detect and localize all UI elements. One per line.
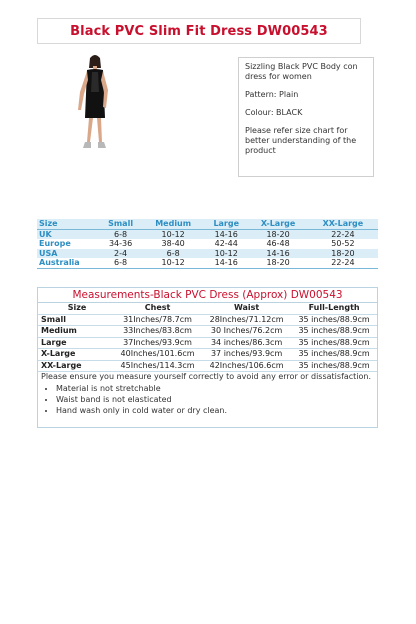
size-chart-cell: 14-16: [204, 258, 248, 268]
measurement-note: Please ensure you measure yourself correctly to avoid any error or dissatisfaction.: [41, 372, 372, 381]
size-chart-header-cell: Large: [204, 219, 248, 229]
measurements-length: 35 inches/88.9cm: [291, 360, 377, 372]
measurements-waist: 28Inches/71.12cm: [202, 314, 291, 326]
measurements-chest: 40Inches/101.6cm: [113, 349, 202, 361]
model-photo: [68, 52, 120, 158]
measurements-header-cell: Full-Length: [291, 303, 377, 314]
size-chart-cell: 38-40: [161, 239, 185, 249]
care-list: [38, 383, 377, 416]
measurements-row: [38, 314, 377, 326]
size-chart-cell: 34-36: [108, 239, 133, 249]
care-item: • Waist band is not elasticated: [56, 394, 377, 405]
measurements-waist: 34 inches/86.3cm: [202, 337, 291, 349]
size-chart-region: Europe: [39, 239, 71, 249]
measurements-size: Small: [38, 314, 113, 326]
size-chart-cell: 22-24: [308, 229, 378, 239]
size-chart-header-cell: X-Large: [248, 219, 307, 229]
size-chart-cell: 2-4: [99, 249, 142, 259]
measurements-row: [38, 349, 377, 361]
measurements-length: 35 inches/88.9cm: [291, 326, 377, 338]
size-chart-cell: 6-8: [99, 229, 142, 239]
measurements-chest: 31Inches/78.7cm: [113, 314, 202, 326]
size-chart-cell: 6-8: [142, 249, 204, 259]
size-chart-row: [37, 258, 378, 268]
size-chart-region: UK: [37, 229, 99, 239]
product-title: Black PVC Slim Fit Dress DW00543: [70, 23, 328, 39]
measurements-header-cell: Chest: [113, 303, 202, 314]
measurements-row: [38, 326, 377, 338]
size-chart-header-cell: Medium: [142, 219, 204, 229]
measurements-box: [37, 287, 378, 428]
measurements-table: [38, 303, 377, 372]
size-chart-cell: 10-12: [142, 229, 204, 239]
size-chart-cell: 6-8: [99, 258, 142, 268]
size-chart-header: [37, 219, 378, 229]
product-description: [238, 57, 374, 177]
care-item: • Hand wash only in cold water or dry clean.: [56, 405, 377, 416]
size-chart-row: [37, 239, 378, 249]
size-chart-cell: 46-48: [266, 239, 290, 249]
measurements-row: [38, 360, 377, 372]
measurements-header: [38, 303, 377, 314]
size-chart-cell: 22-24: [308, 258, 378, 268]
size-chart-header-cell: Small: [99, 219, 142, 229]
measurements-row: [38, 337, 377, 349]
size-chart-row: [37, 229, 378, 239]
product-title-box: [37, 18, 361, 44]
measurements-title: Measurements-Black PVC Dress (Approx) DW00543: [38, 288, 377, 303]
size-chart-cell: 50-52: [331, 239, 355, 249]
size-chart-cell: 42-44: [214, 239, 238, 249]
measurements-size: Medium: [38, 326, 113, 338]
size-chart-cell: 14-16: [204, 229, 248, 239]
measurements-chest: 45Inches/114.3cm: [113, 360, 202, 372]
measurements-size: X-Large: [38, 349, 113, 361]
measurements-header-cell: Size: [38, 303, 113, 314]
size-chart-cell: 18-20: [248, 229, 307, 239]
description-pattern: Pattern: Plain: [245, 90, 299, 99]
measurements-chest: 33Inches/83.8cm: [113, 326, 202, 338]
care-item: • Material is not stretchable: [56, 383, 377, 394]
measurements-size: XX-Large: [38, 360, 113, 372]
description-colour: Colour: BLACK: [245, 108, 303, 117]
measurements-length: 35 inches/88.9cm: [291, 314, 377, 326]
size-chart-header-cell: XX-Large: [308, 219, 378, 229]
size-chart-region: USA: [37, 249, 99, 259]
measurements-chest: 37Inches/93.9cm: [113, 337, 202, 349]
measurements-waist: 42Inches/106.6cm: [202, 360, 291, 372]
size-chart-region: Australia: [37, 258, 99, 268]
measurements-waist: 30 Inches/76.2cm: [202, 326, 291, 338]
size-chart-header-cell: Size: [37, 219, 99, 229]
size-chart-cell: 18-20: [248, 258, 307, 268]
size-chart-table: [37, 219, 378, 269]
description-line: Sizzling Black PVC Body con dress for women: [245, 62, 358, 81]
size-chart-row: [37, 249, 378, 259]
measurements-size: Large: [38, 337, 113, 349]
measurements-waist: 37 inches/93.9cm: [202, 349, 291, 361]
size-chart-cell: 14-16: [248, 249, 307, 259]
measurements-header-cell: Waist: [202, 303, 291, 314]
size-chart-cell: 10-12: [142, 258, 204, 268]
description-note: Please refer size chart for better understanding of the product: [245, 126, 357, 155]
size-chart-cell: 18-20: [308, 249, 378, 259]
size-chart-cell: 10-12: [204, 249, 248, 259]
measurements-length: 35 inches/88.9cm: [291, 349, 377, 361]
measurements-length: 35 inches/88.9cm: [291, 337, 377, 349]
